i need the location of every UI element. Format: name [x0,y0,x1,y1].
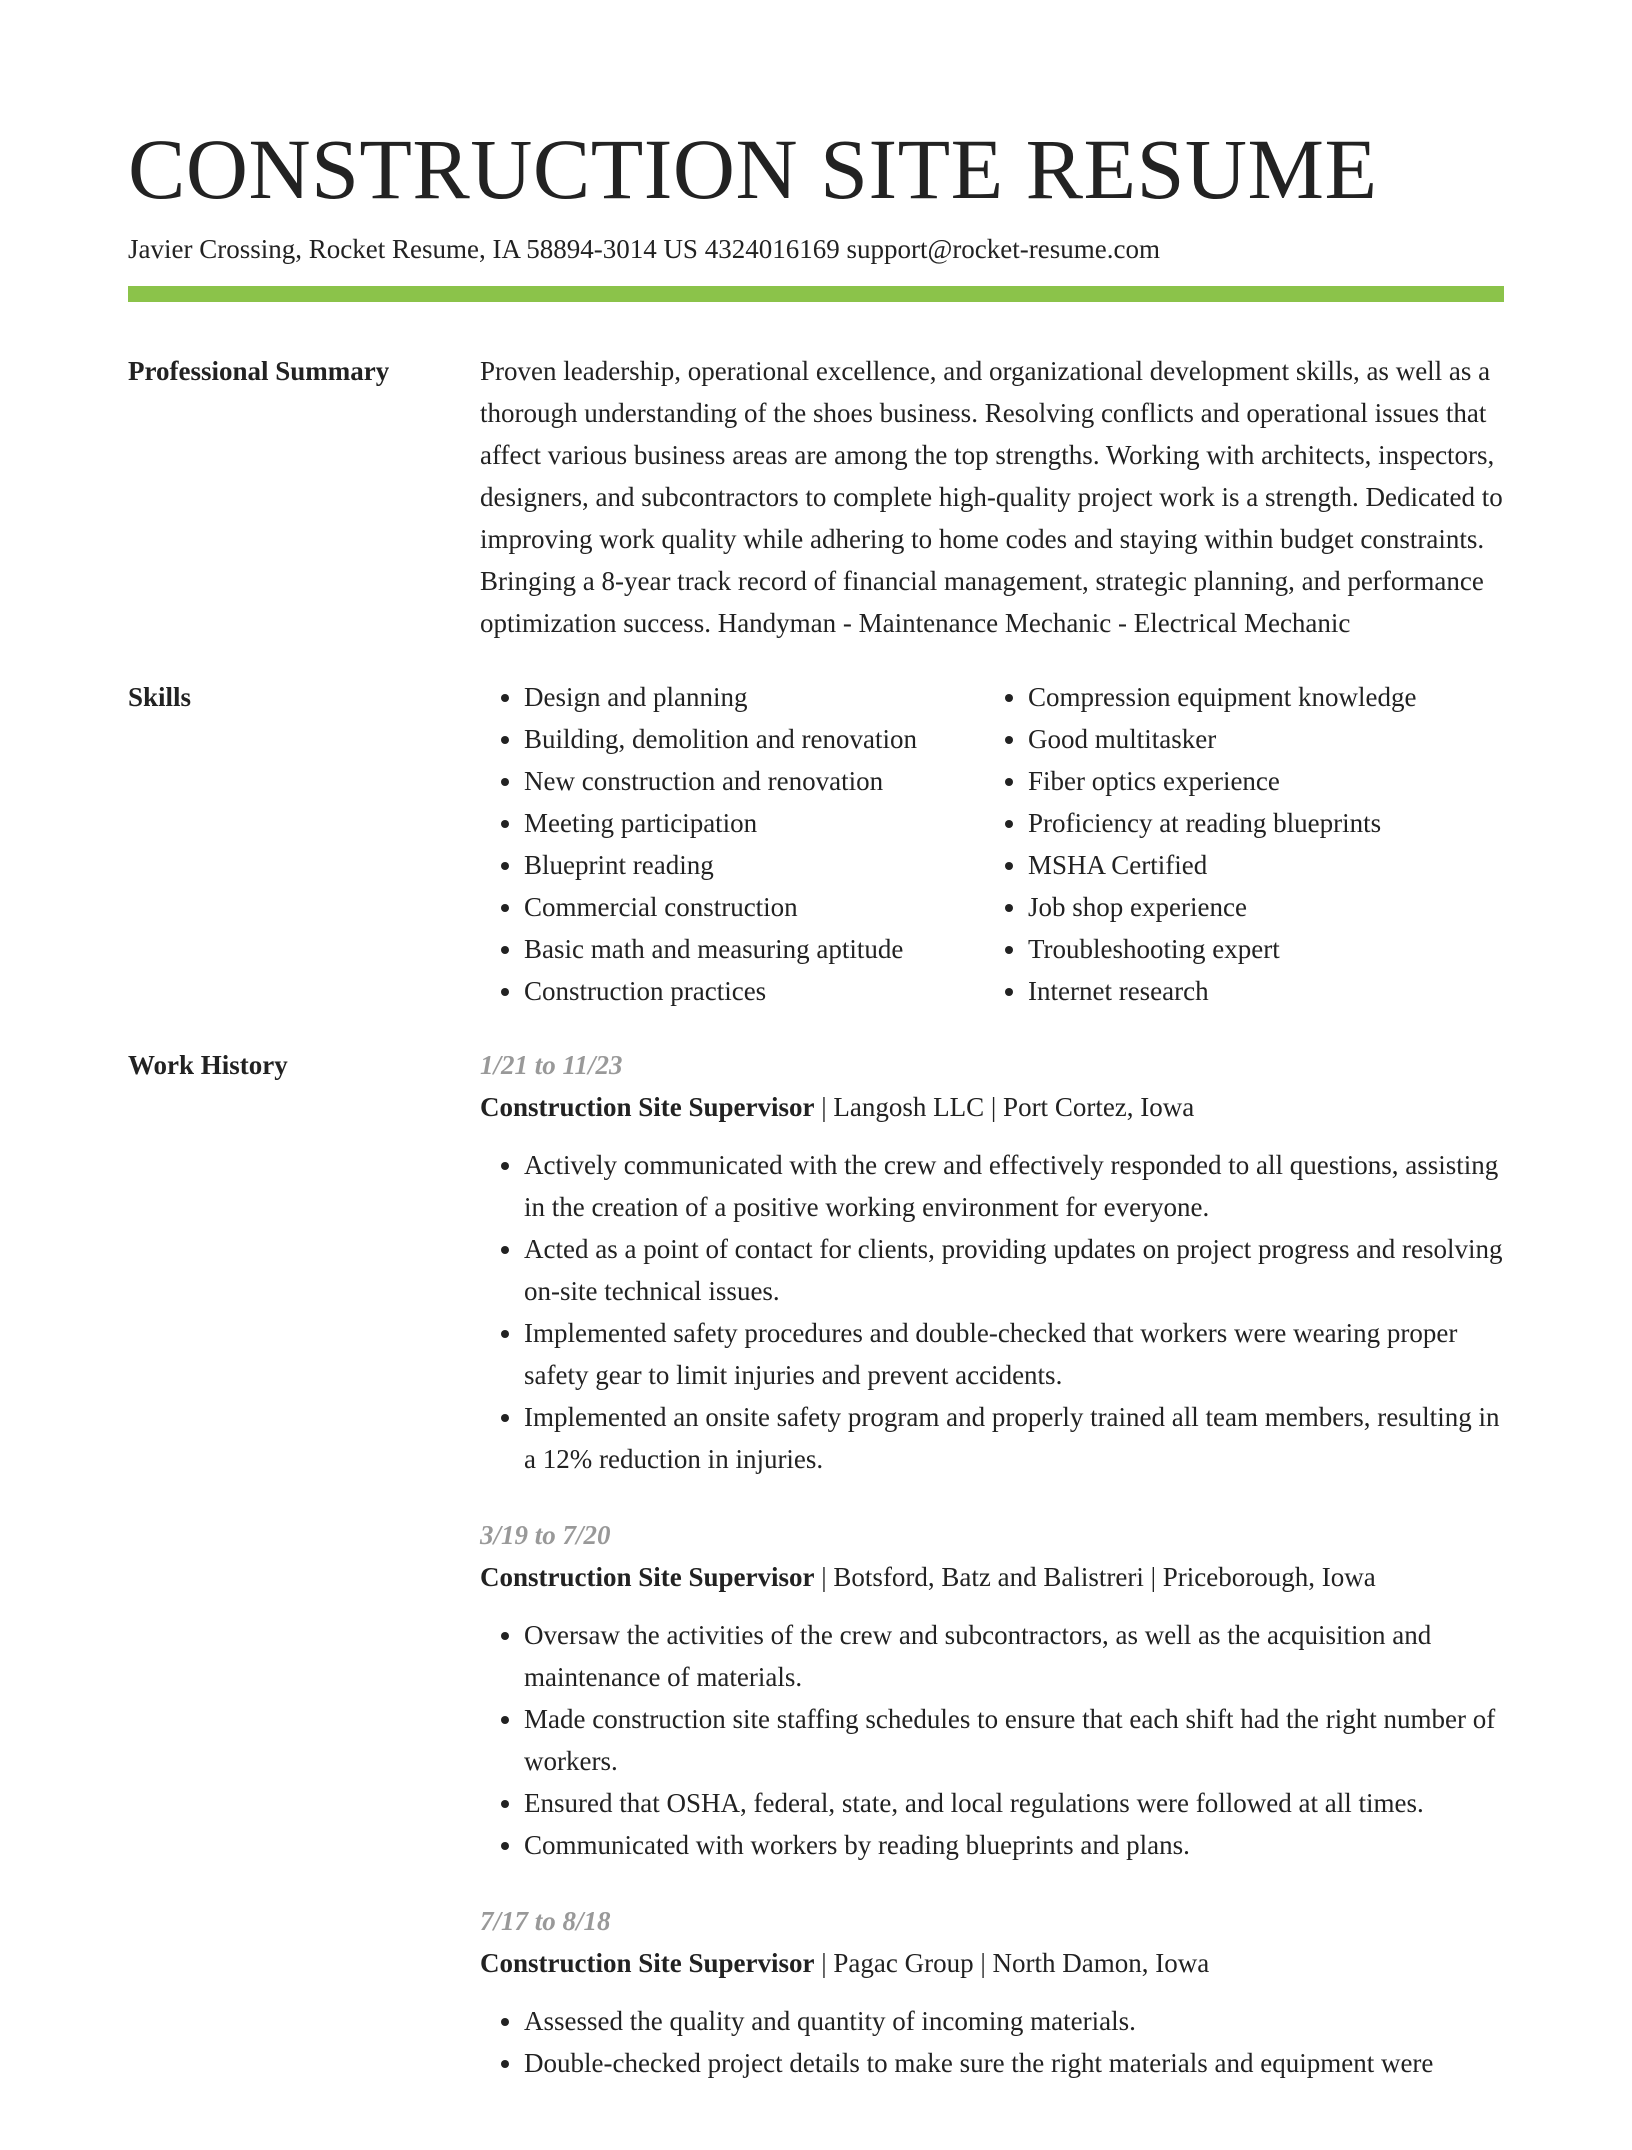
contact-line [128,233,1160,265]
contact-phone: 4324016169 [704,234,840,264]
job-bullet: • Acted as a point of contact for clients, providing updates on project progress and resolving on-site technical issues. [524,1228,1504,1312]
skill-item: • Proficiency at reading blueprints [1028,802,1488,844]
skill-item: • Building, demolition and renovation [524,718,984,760]
skill-item: • Compression equipment knowledge [1028,676,1488,718]
skill-item: • Meeting participation [524,802,984,844]
work-history-body [480,1044,1504,2118]
skill-item: • Job shop experience [1028,886,1488,928]
skills-list-left [480,676,984,1012]
resume-title: CONSTRUCTION SITE RESUME [128,121,1378,217]
job-dates: 1/21 to 11/23 [480,1050,623,1080]
skills-section [128,676,1504,1012]
job-heading [480,1942,1504,1984]
job-bullet: • Ensured that OSHA, federal, state, and local regulations were followed at all times. [524,1782,1504,1824]
job-bullet: • Implemented safety procedures and double-checked that workers were wearing proper safety gear to limit injuries and prevent accidents. [524,1312,1504,1396]
skill-item: • Commercial construction [524,886,984,928]
contact-email: support@rocket-resume.com [846,234,1160,264]
accent-divider [128,286,1504,302]
job-bullet: • Actively communicated with the crew and effectively responded to all questions, assisting in the creation of a positive working environment for everyone. [524,1144,1504,1228]
contact-address: Javier Crossing, Rocket Resume, IA 58894-3014 US [128,234,698,264]
job-dates: 7/17 to 8/18 [480,1906,611,1936]
job-bullet-list [480,1144,1504,1480]
summary-body [480,350,1504,644]
skills-list-right [984,676,1488,1012]
skill-item: • Fiber optics experience [1028,760,1488,802]
skills-body [480,676,1504,1012]
skill-item: • Design and planning [524,676,984,718]
summary-text: Proven leadership, operational excellence, and organizational development skills, as well as a thorough understanding of the shoes business. Resolving conflicts and operational issues that affect various business areas are among the top strengths. Working with architects, inspectors, designers, and subcontractors to complete high-quality project work is a strength. Dedicated to improving work quality while adhering to home codes and staying within budget constraints. Bringing a 8-year track record of financial management, strategic planning, and performance optimization success. Handyman - Maintenance Mechanic - Electrical Mechanic [480,356,1503,638]
job-bullet: • Assessed the quality and quantity of incoming materials. [524,2000,1504,2042]
work-history-section [128,1044,1504,2118]
job-bullet: • Double-checked project details to make sure the right materials and equipment were [524,2042,1504,2084]
skill-item: • Blueprint reading [524,844,984,886]
job-bullet-list [480,2000,1504,2084]
skill-item: • New construction and renovation [524,760,984,802]
job-bullet: • Communicated with workers by reading blueprints and plans. [524,1824,1504,1866]
skill-item: • Good multitasker [1028,718,1488,760]
job-heading [480,1086,1504,1128]
job-company-location: | Pagac Group | North Damon, Iowa [814,1948,1210,1978]
job-heading [480,1556,1504,1598]
resume-sections [128,350,1504,2150]
job-company-location: | Botsford, Batz and Balistreri | Priceborough, Iowa [814,1562,1376,1592]
job-bullet-list [480,1614,1504,1866]
job-company-location: | Langosh LLC | Port Cortez, Iowa [814,1092,1195,1122]
summary-section [128,350,1504,644]
skill-item: • MSHA Certified [1028,844,1488,886]
job-bullet: • Oversaw the activities of the crew and subcontractors, as well as the acquisition and maintenance of materials. [524,1614,1504,1698]
job-bullet: • Made construction site staffing schedules to ensure that each shift had the right number of workers. [524,1698,1504,1782]
job-title: Construction Site Supervisor [480,1092,815,1122]
job-title: Construction Site Supervisor [480,1562,815,1592]
skill-item: • Troubleshooting expert [1028,928,1488,970]
job-title: Construction Site Supervisor [480,1948,815,1978]
skill-item: • Basic math and measuring aptitude [524,928,984,970]
summary-label: Professional Summary [128,356,390,386]
job-entry [480,1900,1504,2084]
work-history-label: Work History [128,1050,288,1080]
job-entry [480,1044,1504,1480]
job-entry [480,1514,1504,1866]
job-dates: 3/19 to 7/20 [480,1520,611,1550]
skill-item: • Internet research [1028,970,1488,1012]
job-bullet: • Implemented an onsite safety program and properly trained all team members, resulting in a 12% reduction in injuries. [524,1396,1504,1480]
skills-label: Skills [128,682,192,712]
skill-item: • Construction practices [524,970,984,1012]
